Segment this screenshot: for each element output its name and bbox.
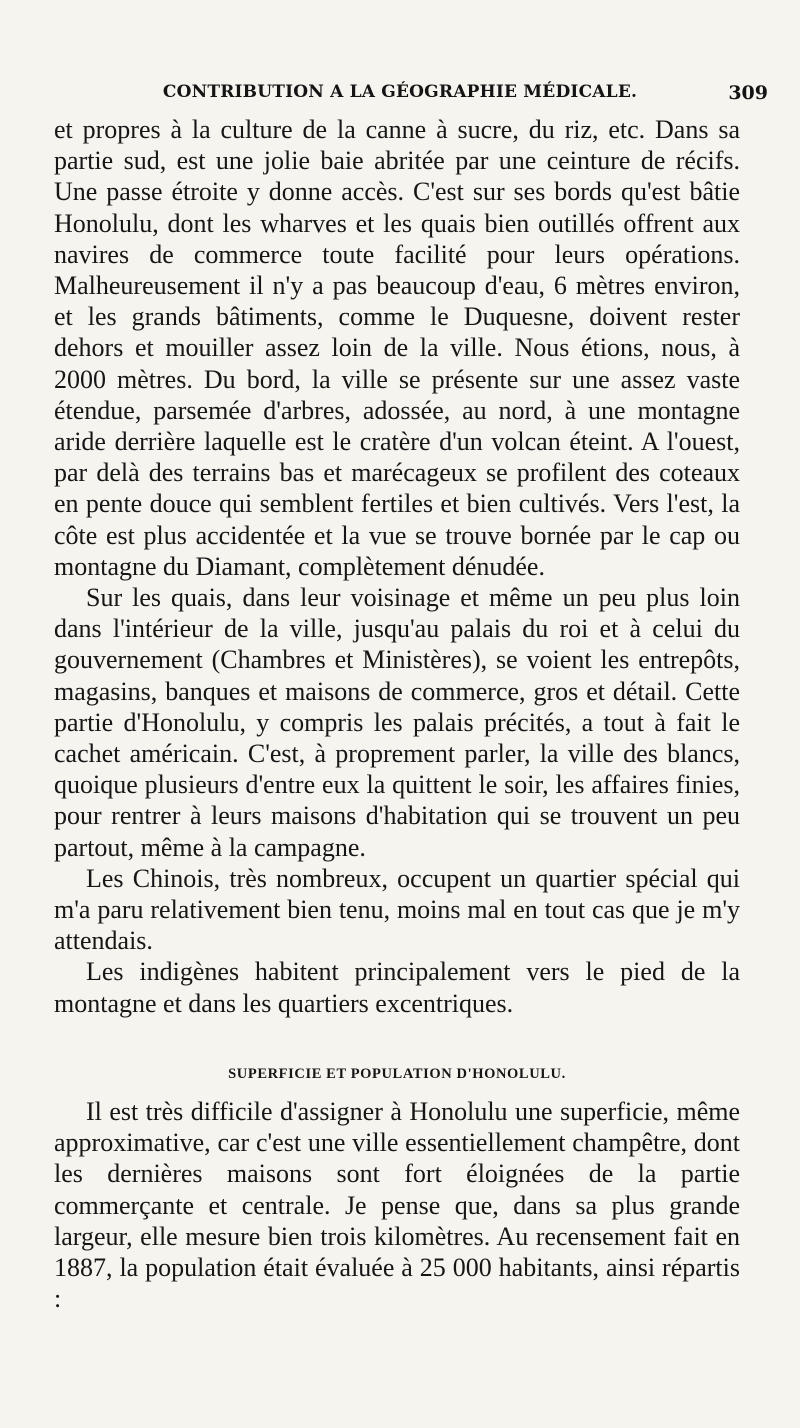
running-title: CONTRIBUTION A LA GÉOGRAPHIE MÉDICALE. — [162, 82, 638, 102]
paragraph-3: Les Chinois, très nombreux, occupent un quartier spécial qui m'a paru relativement bien tenu, moins mal en tout cas que je m'y attendais. — [54, 863, 740, 956]
body-text — [54, 114, 740, 1019]
section-paragraph: Il est très difficile d'assigner à Honolulu une superficie, même approximative, car c'est une ville essentiellement champêtre, dont les dernières maisons sont fort éloignées de la partie commerçante et centrale. Je pense que, dans sa plus grande largeur, elle mesure bien trois kilomètres. Au recensement fait en 1887, la population était évaluée à 25 000 habitants, ainsi répartis : — [54, 1097, 740, 1314]
paragraph-2: Sur les quais, dans leur voisinage et même un peu plus loin dans l'intérieur de la ville, jusqu'au palais du roi et à celui du gouvernement (Chambres et Ministères), se voient les entrepôts, magasins, banques et maisons de commerce, gros et détail. Cette partie d'Honolulu, y compris les palais précités, a tout à fait le cachet américain. C'est, à proprement parler, la ville des blancs, quoique plusieurs d'entre eux la quittent le soir, les affaires finies, pour rentrer à leurs maisons d'habitation qui se trouvent un peu partout, même à la campagne. — [54, 583, 740, 862]
section-body — [54, 1096, 740, 1314]
page-number: 309 — [728, 82, 768, 104]
running-head — [60, 82, 768, 112]
section-heading: SUPERFICIE ET POPULATION D'HONOLULU. — [228, 1066, 566, 1082]
paragraph-4: Les indigènes habitent principalement vers le pied de la montagne et dans les quartiers excentriques. — [54, 957, 740, 1018]
paragraph-1: et propres à la culture de la canne à sucre, du riz, etc. Dans sa partie sud, est une jolie baie abritée par une ceinture de récifs. Une passe étroite y donne accès. C'est sur ses bords qu'est bâtie Honolulu, dont les wharves et les quais bien outillés offrent aux navires de commerce toute facilité pour leurs opérations. Malheureusement il n'y a pas beaucoup d'eau, 6 mètres environ, et les grands bâtiments, comme le Duquesne, doivent rester dehors et mouiller assez loin de la ville. Nous étions, nous, à 2000 mètres. Du bord, la ville se présente sur une assez vaste étendue, parsemée d'arbres, adossée, au nord, à une montagne aride derrière laquelle est le cratère d'un volcan éteint. A l'ouest, par delà des terrains bas et marécageux se profilent des coteaux en pente douce qui semblent fertiles et bien cultivés. Vers l'est, la côte est plus accidentée et la vue se trouve bornée par le cap ou montagne du Diamant, complètement dénudée. — [54, 115, 740, 581]
